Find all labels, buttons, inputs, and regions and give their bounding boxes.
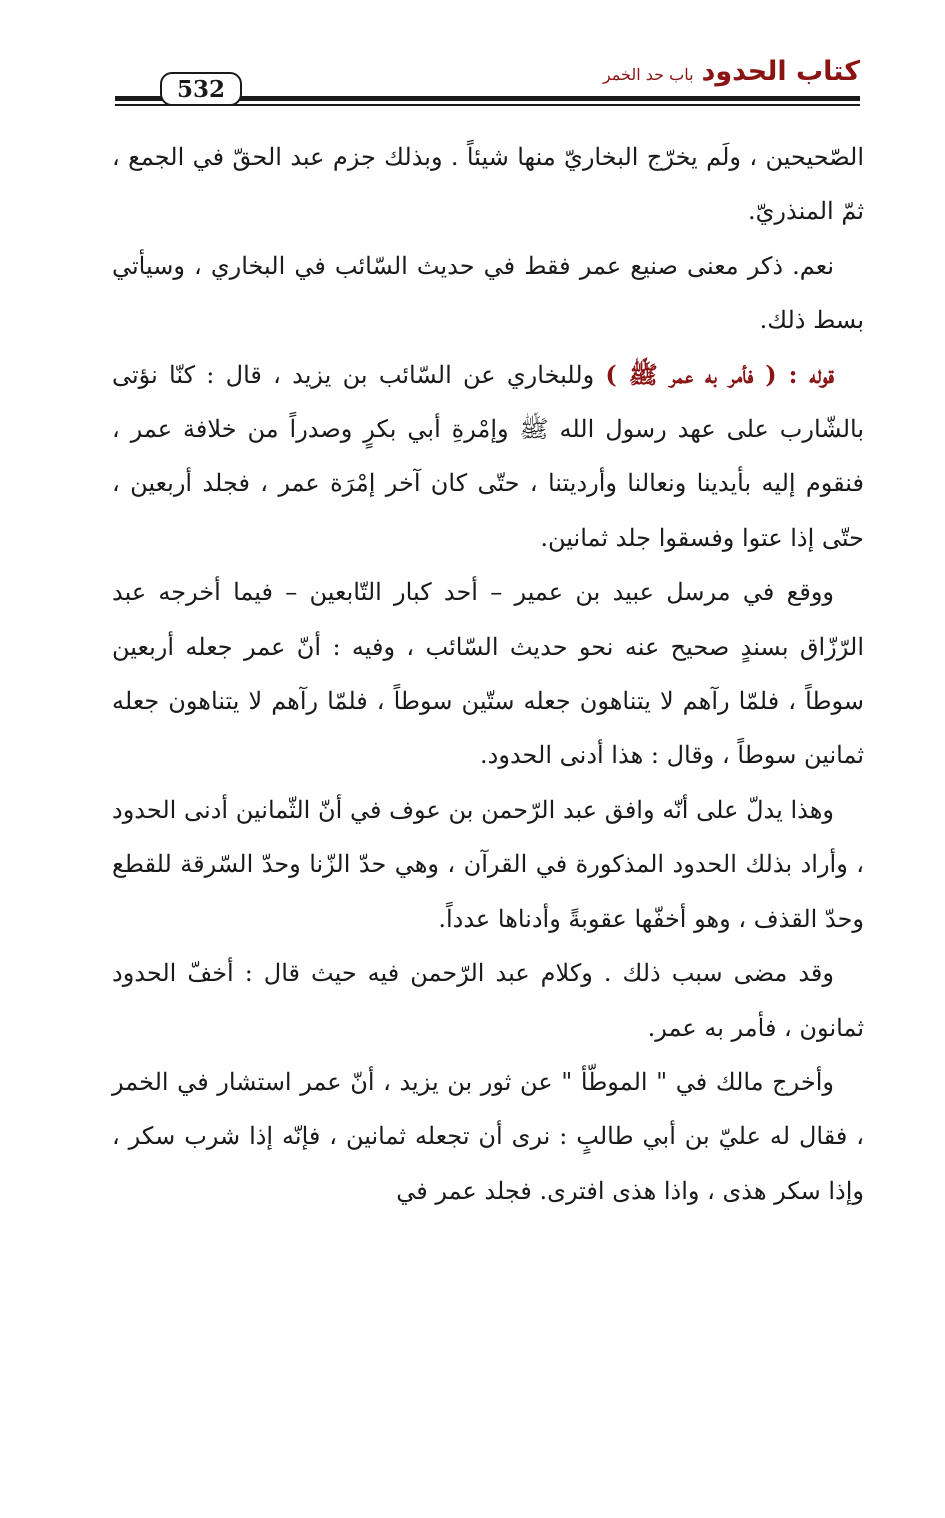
paragraph-2-text: نعم. ذكر معنى صنيع عمر فقط في حديث السّائب في البخاري ، وسيأتي بسط ذلك. — [112, 251, 864, 335]
paragraph-1 — [112, 130, 864, 239]
paragraph-2 — [112, 239, 864, 348]
paragraph-4 — [112, 565, 864, 783]
running-title — [603, 56, 860, 87]
chapter-title: باب حد الخمر — [602, 65, 694, 84]
paragraph-6 — [112, 946, 864, 1055]
paragraph-7-text: وأخرج مالك في " الموطّأ " عن ثور بن يزيد ، أنّ عمر استشار في الخمر ، فقال له عليّ بن أبي طالبٍ : نرى أن تجعله ثمانين ، فإنّه إذا شرب سكر ، وإذا سكر هذى ، واذا هذى افترى. فجلد عمر في — [112, 1067, 864, 1205]
paragraph-3-text: وللبخاري عن السّائب بن يزيد ، قال : كنّا نؤتى بالشّارب على عهد رسول الله ﷺ وإمْرةِ أبي بكرٍ وصدراً من خلافة عمر ، فنقوم إليه بأيدينا ونعالنا وأرديتنا ، حتّى كان آخر إمْرَة عمر ، فجلد أربعين ، حتّى إذا عتوا وفسقوا جلد ثمانين. — [112, 360, 864, 552]
paragraph-3 — [112, 348, 864, 566]
paragraph-4-text: ووقع في مرسل عبيد بن عمير – أحد كبار التّابعين – فيما أخرجه عبد الرّزّاق بسندٍ صحيح عنه نحو حديث السّائب ، وفيه : أنّ عمر جعله أربعين سوطاً ، فلمّا رآهم لا يتناهون جعله ستّين سوطاً ، فلمّا رآهم لا يتناهون جعله ثمانين سوطاً ، وقال : هذا أدنى الحدود. — [112, 578, 864, 770]
paragraph-6-text: وقد مضى سبب ذلك . وكلام عبد الرّحمن فيه حيث قال : أخفّ الحدود ثمانون ، فأمر به عمر. — [112, 959, 864, 1042]
page-body — [112, 130, 864, 1218]
paragraph-5 — [112, 783, 864, 946]
book-title: كتاب الحدود — [701, 56, 860, 87]
page-header — [115, 52, 860, 112]
paragraph-5-text: وهذا يدلّ على أنّه وافق عبد الرّحمن بن عوف في أنّ الثّمانين أدنى الحدود ، وأراد بذلك الحدود المذكورة في القرآن ، وهي حدّ الزّنا وحدّ السّرقة للقطع وحدّ القذف ، وهو أخفّها عقوبةً وأدناها عدداً. — [112, 795, 864, 933]
paragraph-3-lead: قوله : ( فأمر به عمر ﷺ ) — [605, 359, 834, 389]
page-number: 532 — [160, 72, 242, 106]
paragraph-7 — [112, 1055, 864, 1218]
paragraph-1-text: الصّحيحين ، ولَم يخرّج البخاريّ منها شيئاً . وبذلك جزم عبد الحقّ في الجمع ، ثمّ المنذريّ. — [112, 143, 864, 226]
